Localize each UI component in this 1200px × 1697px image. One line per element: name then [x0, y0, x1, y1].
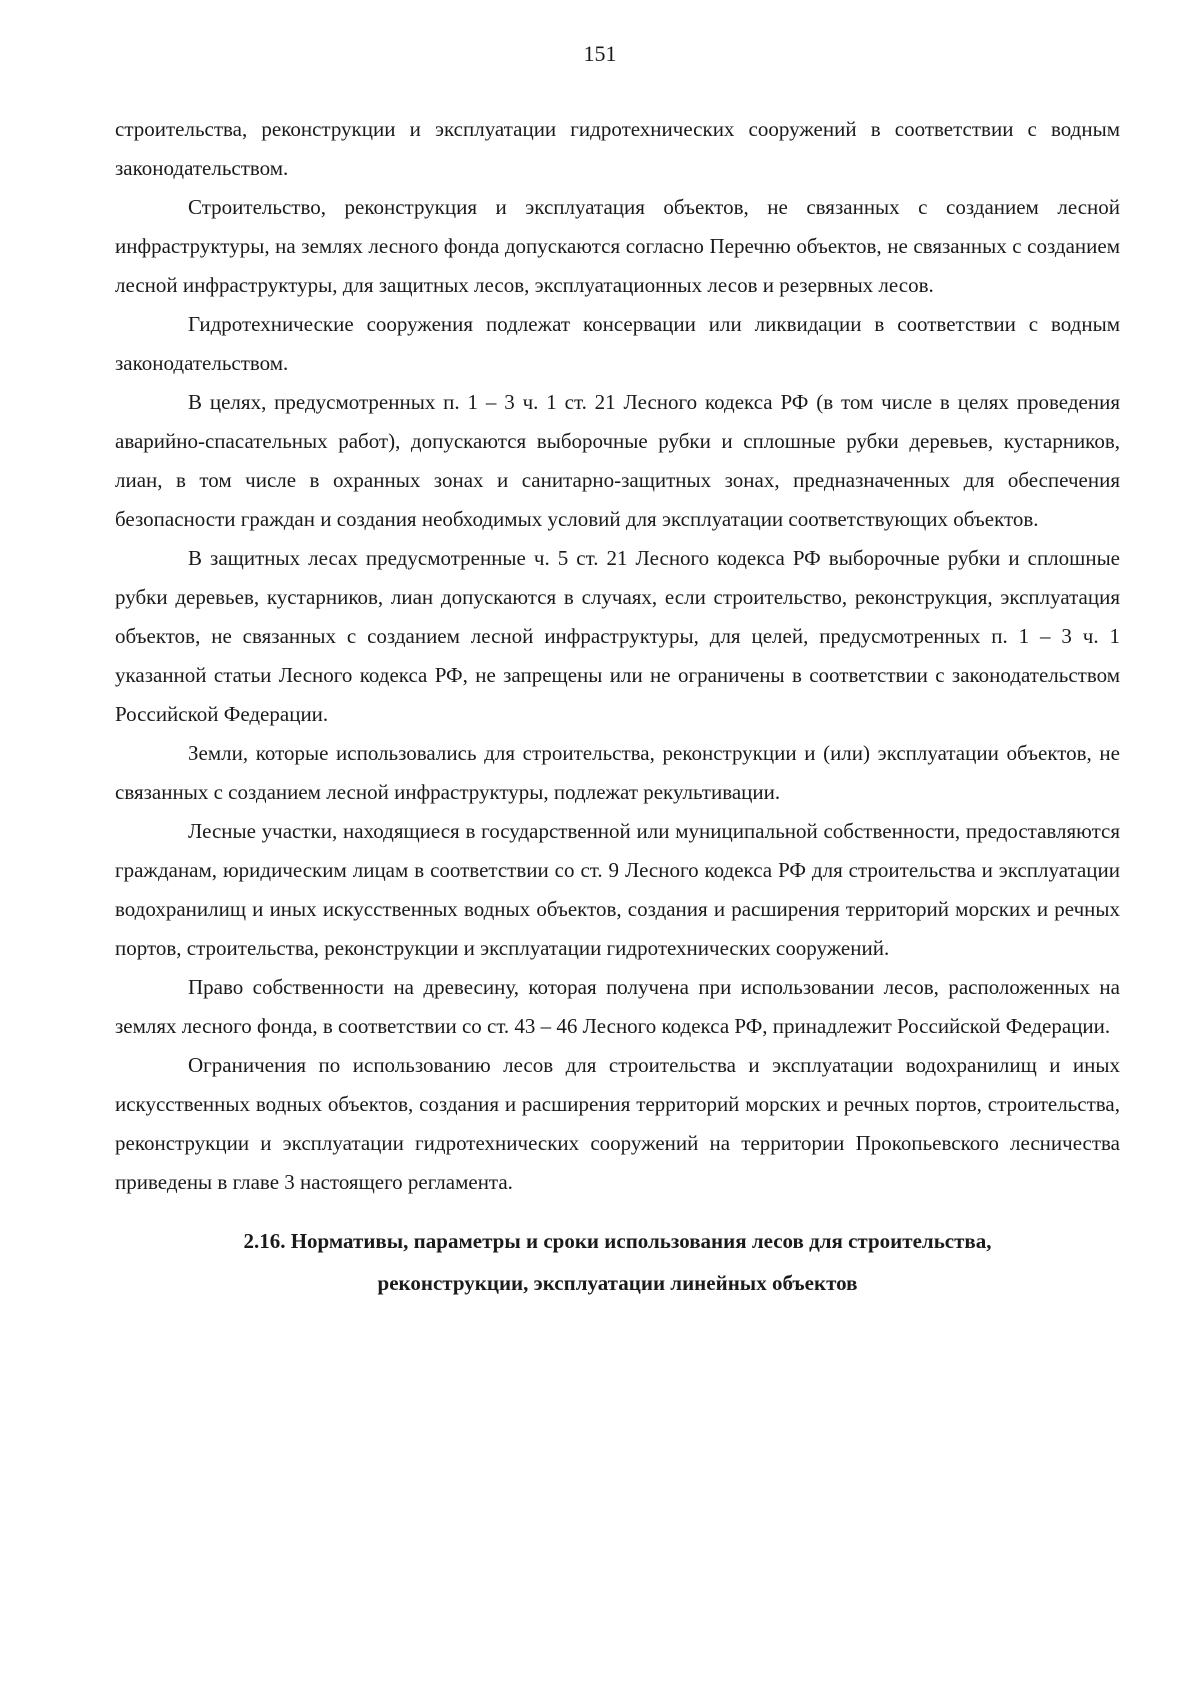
paragraph: Ограничения по использованию лесов для строительства и эксплуатации водохранилищ и иных искусственных водных объектов, создания и расширения территорий морских и речных портов, строительства, реконструкции и эксплуатации гидротехнических сооружений на территории Прокопьевского лесничества приведены в главе 3 настоящего регламента.: [115, 1053, 1120, 1194]
page-number: 151: [583, 41, 617, 66]
paragraph: В защитных лесах предусмотренные ч. 5 ст. 21 Лесного кодекса РФ выборочные рубки и сплошные рубки деревьев, кустарников, лиан допускаются в случаях, если строительство, реконструкция, эксплуатация объектов, не связанных с созданием лесной инфраструктуры, для целей, предусмотренных п. 1 – 3 ч. 1 указанной статьи Лесного кодекса РФ, не запрещены или не ограничены в соответствии с законодательством Российской Федерации.: [115, 546, 1120, 726]
paragraph: Земли, которые использовались для строительства, реконструкции и (или) эксплуатации объектов, не связанных с созданием лесной инфраструктуры, подлежат рекультивации.: [115, 741, 1120, 804]
paragraph-continuation: строительства, реконструкции и эксплуатации гидротехнических сооружений в соответствии с водным законодательством.: [115, 117, 1120, 180]
paragraph: В целях, предусмотренных п. 1 – 3 ч. 1 ст. 21 Лесного кодекса РФ (в том числе в целях проведения аварийно-спасательных работ), допускаются выборочные рубки и сплошные рубки деревьев, кустарников, лиан, в том числе в охранных зонах и санитарно-защитных зонах, предназначенных для обеспечения безопасности граждан и создания необходимых условий для эксплуатации соответствующих объектов.: [115, 390, 1120, 531]
paragraph: Гидротехнические сооружения подлежат консервации или ликвидации в соответствии с водным законодательством.: [115, 312, 1120, 375]
paragraph: Право собственности на древесину, которая получена при использовании лесов, расположенных на землях лесного фонда, в соответствии со ст. 43 – 46 Лесного кодекса РФ, принадлежит Российской Федерации.: [115, 975, 1120, 1038]
section-heading-line-1: 2.16. Нормативы, параметры и сроки использования лесов для строительства,: [243, 1229, 992, 1253]
paragraph: Строительство, реконструкция и эксплуатация объектов, не связанных с созданием лесной инфраструктуры, на землях лесного фонда допускаются согласно Перечню объектов, не связанных с созданием лесной инфраструктуры, для защитных лесов, эксплуатационных лесов и резервных лесов.: [115, 195, 1120, 297]
paragraph: Лесные участки, находящиеся в государственной или муниципальной собственности, предоставляются гражданам, юридическим лицам в соответствии со ст. 9 Лесного кодекса РФ для строительства и эксплуатации водохранилищ и иных искусственных водных объектов, создания и расширения территорий морских и речных портов, строительства, реконструкции и эксплуатации гидротехнических сооружений.: [115, 819, 1120, 960]
section-heading: [115, 1220, 1120, 1304]
section-heading-line-2: реконструкции, эксплуатации линейных объектов: [377, 1271, 858, 1295]
document-body: [115, 110, 1120, 1304]
